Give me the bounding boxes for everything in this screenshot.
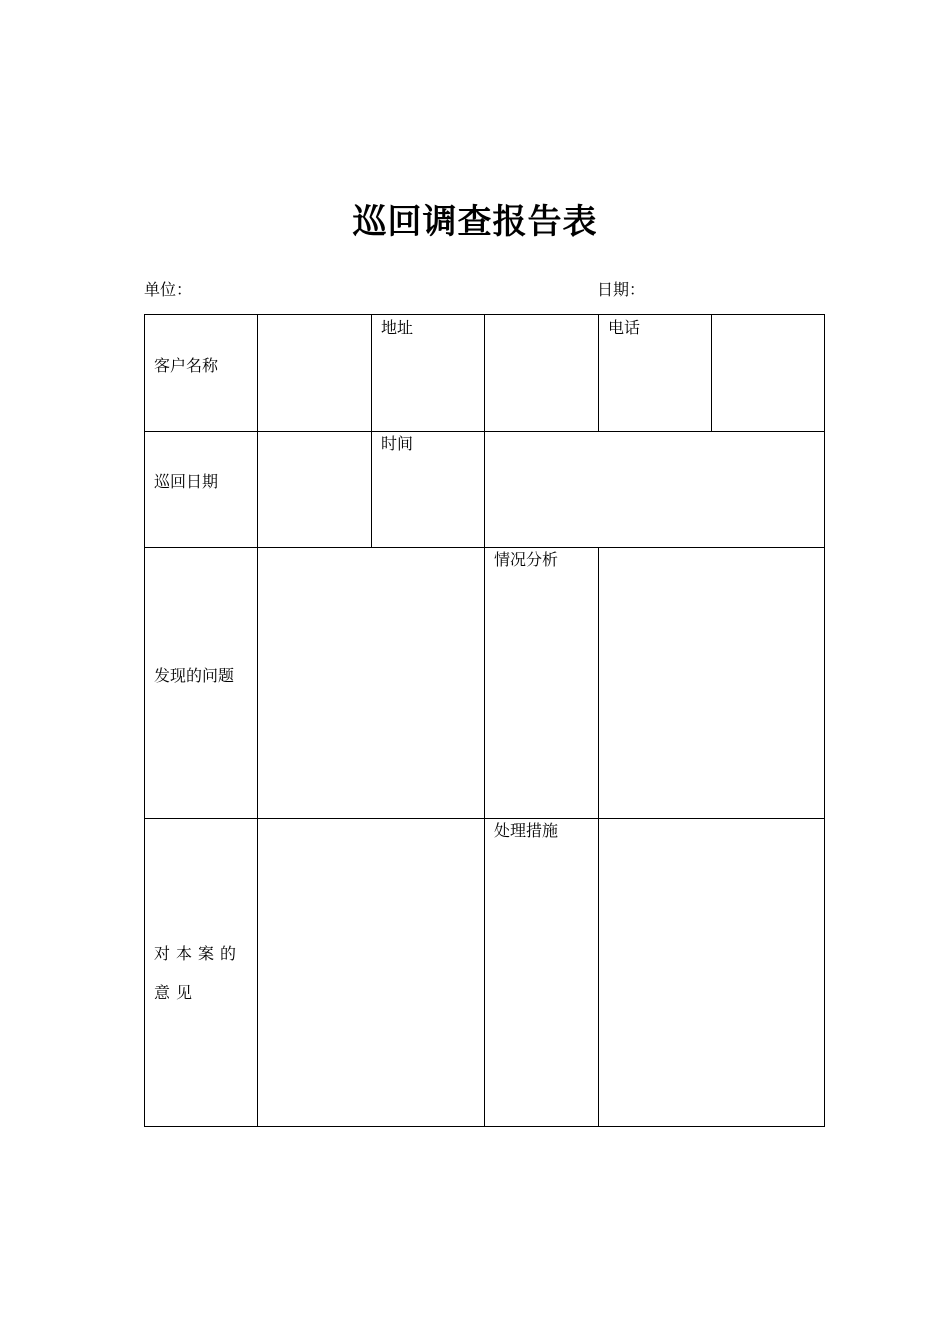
column-divider	[711, 315, 712, 431]
time-label: 时间	[381, 434, 414, 453]
column-divider	[598, 315, 599, 431]
customer-name-label: 客户名称	[154, 356, 219, 375]
address-label: 地址	[381, 318, 414, 337]
handling-measures-label: 处理措施	[494, 821, 559, 840]
opinion-label: 对本案的意见	[154, 944, 243, 1002]
unit-label: 单位：	[144, 280, 193, 299]
column-divider	[484, 315, 485, 1126]
visit-date-label: 巡回日期	[154, 472, 219, 491]
date-label: 日期：	[597, 280, 646, 299]
page-title: 巡回调查报告表	[352, 202, 598, 242]
report-form-table	[144, 314, 825, 1127]
column-divider	[257, 315, 258, 1126]
phone-label: 电话	[608, 318, 641, 337]
column-divider	[371, 315, 372, 547]
situation-analysis-label: 情况分析	[494, 550, 559, 569]
problems-found-label: 发现的问题	[154, 666, 235, 685]
column-divider	[598, 547, 599, 1126]
